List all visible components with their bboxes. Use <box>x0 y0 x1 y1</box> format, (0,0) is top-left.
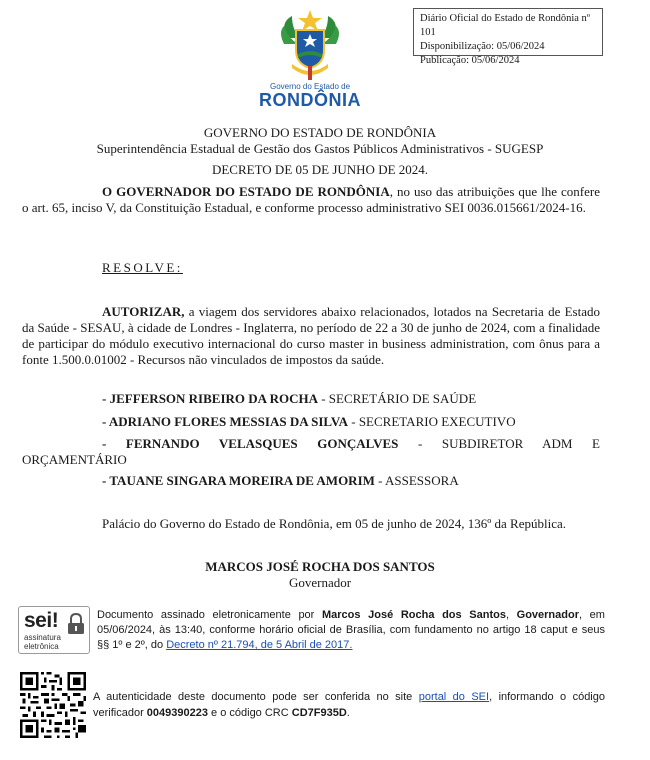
servant-role: - SECRETÁRIO DE SAÚDE <box>317 391 477 406</box>
signatory-name: MARCOS JOSÉ ROCHA DOS SANTOS <box>205 559 435 574</box>
servant-name: - TAUANE SINGARA MOREIRA DE AMORIM <box>102 473 375 488</box>
coat-of-arms-icon <box>278 8 342 82</box>
logo-subtitle: Governo do Estado de <box>269 82 351 91</box>
servant-role: - SUBDIRETOR ADM E ORÇAMENTÁRIO <box>22 436 600 467</box>
authorize-bold: AUTORIZAR, <box>102 304 185 319</box>
sei-badge-line1: assinatura <box>24 633 61 642</box>
resolve-text: RESOLVE: <box>102 260 183 275</box>
authenticity-text-part: , informando o código verificador <box>93 691 605 719</box>
preamble-paragraph <box>22 184 600 216</box>
list-item <box>102 391 476 407</box>
list-item <box>102 414 516 430</box>
preamble-text: , no uso das atribuições que lhe confere o art. 65, inciso V, da Constituição Estadual, e conforme processo administrativo SEI 0036.015661/2024-16. <box>22 184 600 215</box>
signer-role: Governador <box>516 609 579 621</box>
servant-name: - JEFFERSON RIBEIRO DA ROCHA <box>102 391 318 406</box>
publication-line-disponibilizacao: Disponibilização: 05/06/2024 <box>420 41 545 52</box>
sei-portal-link[interactable]: portal do SEI <box>418 691 490 703</box>
resolve-heading <box>102 260 183 276</box>
signature-text-part: , em 05/06/2024, às 13:40, conforme horário oficial de Brasília, com fundamento no artigo 18 caput e seus §§ 1º e 2º, do <box>97 609 605 651</box>
crc-code: CD7F935D <box>291 707 347 719</box>
closing-line: Palácio do Governo do Estado de Rondônia, em 05 de junho de 2024, 136º da República. <box>102 516 566 531</box>
publication-line-diario: Diário Oficial do Estado de Rondônia nº 101 <box>420 13 591 38</box>
lock-icon <box>67 613 85 635</box>
servant-role: - ASSESSORA <box>374 473 459 488</box>
government-heading: GOVERNO DO ESTADO DE RONDÔNIA <box>203 125 437 140</box>
signer-name: Marcos José Rocha dos Santos <box>321 609 506 621</box>
list-item <box>102 473 459 489</box>
logo-title: RONDÔNIA <box>259 90 361 110</box>
authorize-text: a viagem dos servidores abaixo relacionados, lotados na Secretaria de Estado da Saúde - SESAU, à cidade de Londres - Inglaterra, no período de 22 a 30 de junho de 2024, com a finalidade de participar do módulo executivo internacional do curso master in business administration, com ônus para a fonte 1.500.0.01002 - Recursos não vinculados de impostos da saúde. <box>22 304 600 367</box>
department-heading: Superintendência Estadual de Gestão dos Gastos Públicos Administrativos - SUGESP <box>96 141 544 156</box>
decree-title: DECRETO DE 05 DE JUNHO DE 2024. <box>211 162 429 177</box>
servant-name: - FERNANDO VELASQUES GONÇALVES <box>102 436 399 451</box>
electronic-signature-text <box>97 608 605 653</box>
authenticity-text-part: A autenticidade deste documento pode ser conferida no site <box>93 691 419 703</box>
authenticity-text-part: e o código CRC <box>207 707 292 719</box>
signatory-title: Governador <box>288 575 352 590</box>
signature-text-part: , <box>505 609 517 621</box>
sei-signature-badge <box>18 606 90 654</box>
publication-info-box <box>413 8 603 66</box>
verification-code: 0049390223 <box>146 707 208 719</box>
servant-role: - SECRETARIO EXECUTIVO <box>348 414 516 429</box>
sei-badge-line2: eletrônica <box>24 642 59 651</box>
decree-link[interactable]: Decreto nº 21.794, de 5 Abril de 2017. <box>166 639 353 651</box>
authorize-paragraph <box>22 304 600 368</box>
sei-logo-text: sei! <box>24 609 59 632</box>
authenticity-text-part: . <box>346 707 350 719</box>
publication-line-publicacao: Publicação: 05/06/2024 <box>420 55 520 66</box>
authenticity-text <box>93 689 605 721</box>
list-item <box>22 436 600 468</box>
qr-code-icon <box>20 672 86 738</box>
preamble-bold: O GOVERNADOR DO ESTADO DE RONDÔNIA <box>102 184 390 199</box>
signature-text-part: Documento assinado eletronicamente por <box>97 609 322 621</box>
servant-name: - ADRIANO FLORES MESSIAS DA SILVA <box>102 414 348 429</box>
